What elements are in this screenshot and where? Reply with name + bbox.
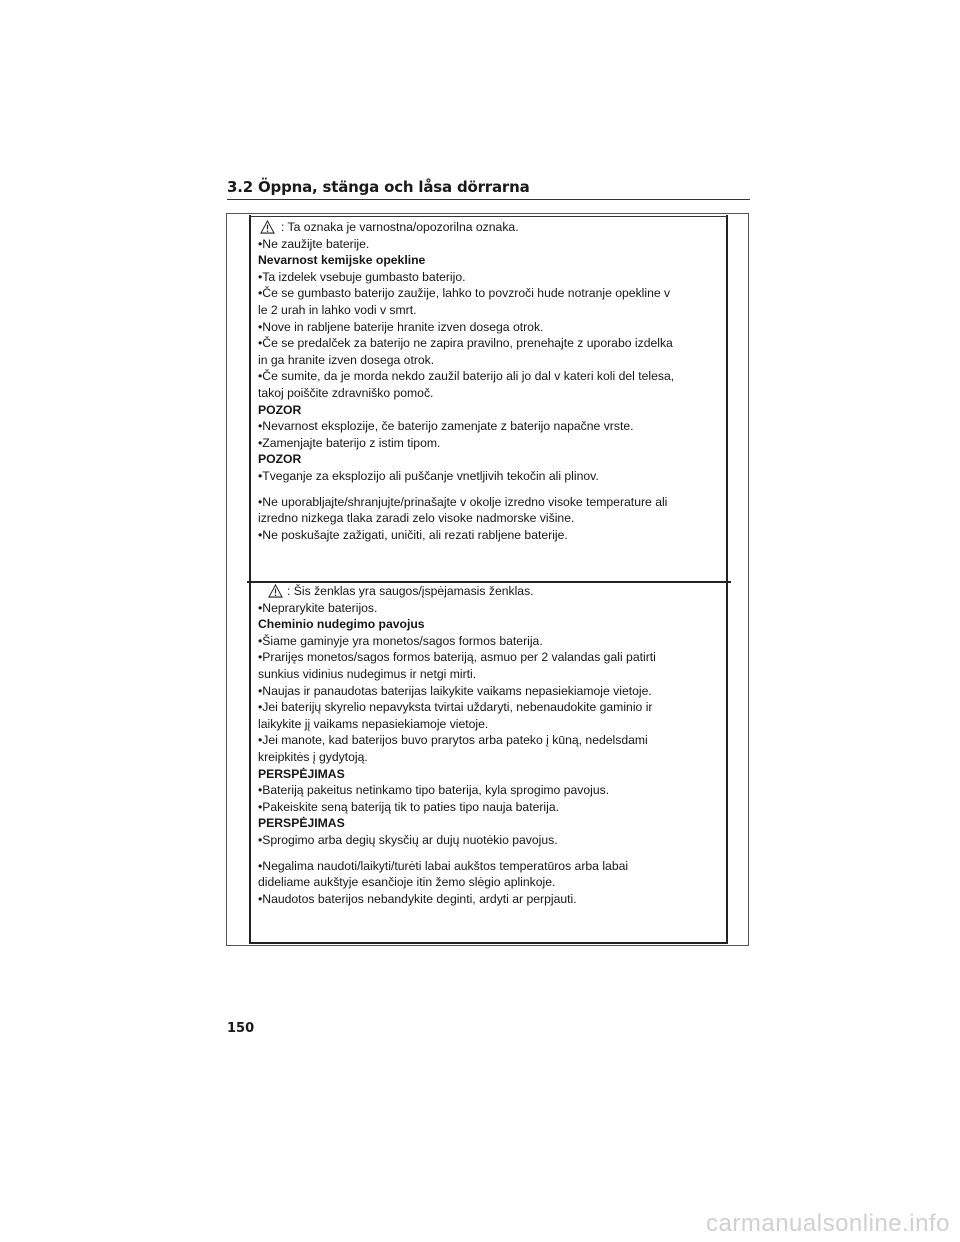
section-title: 3.2 Öppna, stänga och låsa dörrarna — [227, 178, 530, 196]
warning-triangle-icon — [260, 220, 275, 234]
watermark: carmanualsonline.info — [706, 1210, 950, 1237]
warning-heading: PERSPĖJIMAS — [258, 766, 345, 781]
slovenian-text-lines — [258, 236, 724, 544]
warning-text-line: laikykite jį vaikams nepasiekiamoje vietoje. — [258, 716, 489, 731]
warning-triangle-icon — [268, 584, 283, 598]
warning-text-line: •Če se gumbasto baterijo zaužije, lahko to povzroči hude notranje opekline v — [258, 286, 671, 301]
warning-text-line: kreipkitės į gydytoją. — [258, 749, 368, 764]
lithuanian-warning-symbol-line — [258, 583, 724, 600]
lithuanian-warning-symbol-text: : Šis ženklas yra saugos/įspėjamasis ženklas. — [287, 584, 534, 598]
warning-text-line: sunkius vidinius nudegimus ir netgi mirti. — [258, 666, 477, 681]
warning-text-line: •Če se predalček za baterijo ne zapira pravilno, prenehajte z uporabo izdelka — [258, 336, 673, 351]
slovenian-warning-symbol-text: : Ta oznaka je varnostna/opozorilna oznaka. — [281, 220, 519, 234]
warning-text-line: •Ta izdelek vsebuje gumbasto baterijo. — [258, 269, 466, 284]
warning-heading: POZOR — [258, 452, 302, 467]
label-bottom-edge — [249, 942, 727, 944]
warning-text-line: •Prarijęs monetos/sagos formos bateriją, asmuo per 2 valandas gali patirti — [258, 650, 656, 665]
header-divider — [227, 199, 750, 200]
warning-text-line: •Ne uporabljajte/shranjujte/prinašajte v okolje izredno visoke temperature ali — [258, 494, 668, 509]
label-left-edge — [249, 215, 251, 944]
warning-text-line: •Jei baterijų skyrelio nepavyksta tvirtai uždaryti, nebenaudokite gaminio ir — [258, 700, 653, 715]
warning-text-line: •Jei manote, kad baterijos buvo prarytos arba pateko į kūną, nedelsdami — [258, 733, 648, 748]
warning-heading: POZOR — [258, 402, 302, 417]
warning-text-line: in ga hranite izven dosega otrok. — [258, 352, 435, 367]
warning-text-line: •Neprarykite baterijos. — [258, 600, 378, 615]
warning-text-line: •Ne poskušajte zažigati, uničiti, ali rezati rabljene baterije. — [258, 527, 568, 542]
lithuanian-warning-section — [258, 583, 724, 907]
paragraph-gap — [258, 849, 724, 858]
warning-text-line: takoj poiščite zdravniško pomoč. — [258, 385, 434, 400]
slovenian-warning-section — [258, 219, 724, 543]
paragraph-gap — [258, 485, 724, 494]
warning-text-line: •Naudotos baterijos nebandykite deginti, ardyti ar perpjauti. — [258, 891, 577, 906]
warning-text-line: dideliame aukštyje esančioje itin žemo slėgio aplinkoje. — [258, 875, 556, 890]
label-top-edge — [249, 216, 727, 217]
warning-text-line: izredno nizkega tlaka zaradi zelo visoke nadmorske višine. — [258, 511, 575, 526]
warning-heading: Cheminio nudegimo pavojus — [258, 617, 425, 632]
label-right-edge — [726, 215, 728, 944]
warning-text-line: •Nove in rabljene baterije hranite izven dosega otrok. — [258, 319, 544, 334]
slovenian-warning-symbol-line — [258, 219, 724, 236]
warning-text-line: •Sprogimo arba degių skysčių ar dujų nuotėkio pavojus. — [258, 832, 558, 847]
warning-text-line: •Pakeiskite seną bateriją tik to paties tipo nauja baterija. — [258, 799, 560, 814]
warning-heading: Nevarnost kemijske opekline — [258, 253, 426, 268]
warning-text-line: le 2 urah in lahko vodi v smrt. — [258, 302, 417, 317]
warning-text-line: •Ne zaužijte baterije. — [258, 236, 370, 251]
warning-text-line: •Bateriją pakeitus netinkamo tipo baterija, kyla sprogimo pavojus. — [258, 783, 610, 798]
lithuanian-text-lines — [258, 600, 724, 908]
warning-text-line: •Šiame gaminyje yra monetos/sagos formos baterija. — [258, 633, 543, 648]
warning-text-line: •Negalima naudoti/laikyti/turėti labai aukštos temperatūros arba labai — [258, 858, 629, 873]
page-number: 150 — [227, 1021, 255, 1036]
warning-text-line: •Nevarnost eksplozije, če baterijo zamenjate z baterijo napačne vrste. — [258, 419, 634, 434]
warning-text-line: •Če sumite, da je morda nekdo zaužil baterijo ali jo dal v kateri koli del telesa, — [258, 369, 675, 384]
warning-heading: PERSPĖJIMAS — [258, 816, 345, 831]
warning-text-line: •Tveganje za eksplozijo ali puščanje vnetljivih tekočin ali plinov. — [258, 468, 599, 483]
warning-text-line: •Naujas ir panaudotas baterijas laikykite vaikams nepasiekiamoje vietoje. — [258, 683, 652, 698]
warning-text-line: •Zamenjajte baterijo z istim tipom. — [258, 435, 441, 450]
